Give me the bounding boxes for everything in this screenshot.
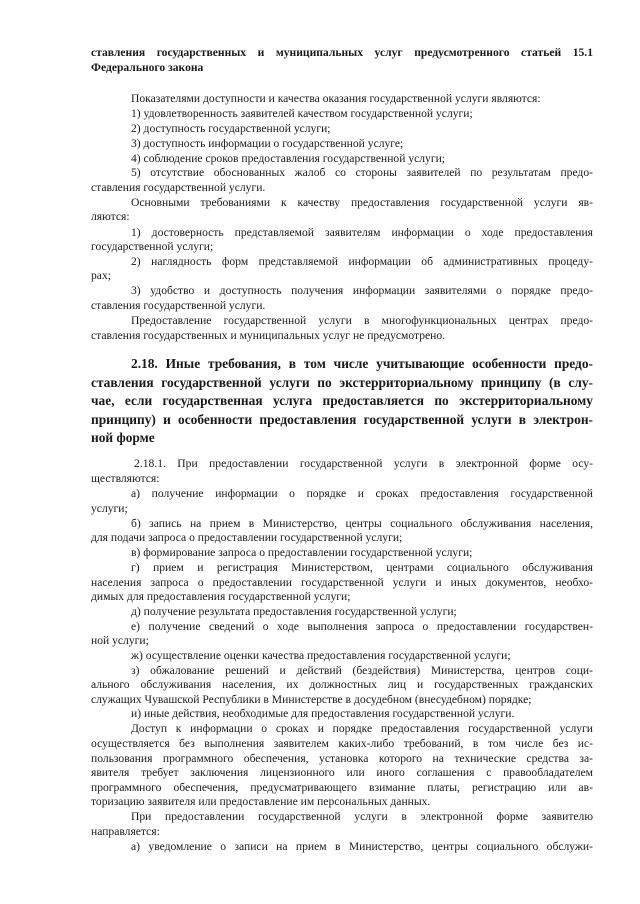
text-line: ществляются: <box>91 472 160 485</box>
text-line: услуги; <box>91 502 128 515</box>
text-line: служащих Чувашской Республики в Министерстве в досудебном (внесудебном) порядке; <box>91 693 532 706</box>
text-line: димых для предоставления государственной услуги; <box>91 590 351 603</box>
text-line: населения запроса о предоставлении государственной услуги и иных документов, необхо- <box>91 576 593 589</box>
text-line: и) иные действия, необходимые для предоставления государственной услуги. <box>131 707 515 720</box>
text-line: 2.18.1. При предоставлении государственной услуги в электронной форме осу- <box>134 457 593 470</box>
text-line: а) получение информации о порядке и сроках предоставления государственной <box>131 487 593 500</box>
text-line: пользования программного обеспечения, установка которого на технические средства за- <box>91 752 593 765</box>
text-line: Основными требованиями к качеству предоставления государственной услуги яв- <box>131 196 593 209</box>
text-line: направляется: <box>91 825 160 838</box>
text-line: е) получение сведений о ходе выполнения запроса о предоставлении государствен- <box>131 620 593 633</box>
text-line: в) формирование запроса о предоставлении государственной услуги; <box>131 546 473 559</box>
text-line: осуществляется без выполнения заявителем каких-либо требований, в том числе без ис- <box>91 737 593 750</box>
text-line: явителя требует заключения лицензионного или иного соглашения с правообладателем <box>91 766 593 779</box>
text-line: ставления государственных и муниципальных услуг не предусмотрено. <box>91 329 446 342</box>
text-line: 2) наглядность форм представляемой информации об административных процеду- <box>131 255 593 268</box>
text-line: государственной услуги; <box>91 240 214 253</box>
text-line: ставления государственной услуги. <box>91 181 266 194</box>
section-heading: ной форме <box>91 430 155 445</box>
text-line: 3) удобство и доступность получения информации заявителями о порядке предо- <box>131 284 593 297</box>
text-line: рах; <box>91 269 111 282</box>
text-line: ной услуги; <box>91 634 149 647</box>
text-line: ж) осуществление оценки качества предоставления государственной услуги; <box>131 649 511 662</box>
text-line: торизацию заявителя или предоставление им персональных данных. <box>91 795 431 808</box>
text-line: При предоставлении государственной услуги в электронной форме заявителю <box>131 810 593 823</box>
text-line: ставления государственных и муниципальных услуг предусмотренного статьей 15.1 <box>91 46 593 59</box>
text-line: 1) достоверность представляемой заявителям информации о ходе предоставления <box>131 226 593 239</box>
text-line: ляются: <box>91 210 130 223</box>
text-line: а) уведомление о записи на прием в Министерство, центры социального обслужи- <box>131 840 593 853</box>
text-line: 2) доступность государственной услуги; <box>131 122 331 135</box>
text-line: ального обслуживания населения, их должностных лиц и государственных гражданских <box>91 678 593 691</box>
text-line: д) получение результата предоставления государственной услуги; <box>131 605 457 618</box>
text-line: г) прием и регистрация Министерством, центрами социального обслуживания <box>131 561 593 574</box>
section-heading: ставления государственной услуги по экстерриториальному принципу (в слу- <box>91 375 593 390</box>
section-heading: чае, если государственная услуга предоставляется по экстерриториальному <box>91 393 593 408</box>
text-line: ставления государственной услуги. <box>91 299 266 312</box>
section-heading: 2.18. Иные требования, в том числе учитывающие особенности предо- <box>131 356 593 371</box>
text-line: программного обеспечения, предусматривающего взимание платы, регистрацию или ав- <box>91 781 593 794</box>
text-line: Предоставление государственной услуги в многофункциональных центрах предо- <box>131 314 593 327</box>
text-line: Федерального закона <box>91 61 204 74</box>
text-line: Доступ к информации о сроках и порядке предоставления государственной услуги <box>131 722 593 735</box>
text-line: для подачи запроса о предоставлении государственной услуги; <box>91 531 403 544</box>
text-line: 1) удовлетворенность заявителей качеством государственной услуги; <box>131 107 473 120</box>
text-line: 4) соблюдение сроков предоставления государственной услуги; <box>131 152 446 165</box>
text-line: б) запись на прием в Министерство, центры социального обслуживания населения, <box>131 517 593 530</box>
text-line: 5) отсутствие обоснованных жалоб со стороны заявителей по результатам предо- <box>131 166 593 179</box>
text-line: 3) доступность информации о государственной услуге; <box>131 137 404 150</box>
text-line: Показателями доступности и качества оказания государственной услуги являются: <box>131 92 541 105</box>
section-heading: принципу) и особенности предоставления государственной услуги в электрон- <box>91 412 593 427</box>
text-line: з) обжалование решений и действий (бездействия) Министерства, центров соци- <box>131 664 593 677</box>
